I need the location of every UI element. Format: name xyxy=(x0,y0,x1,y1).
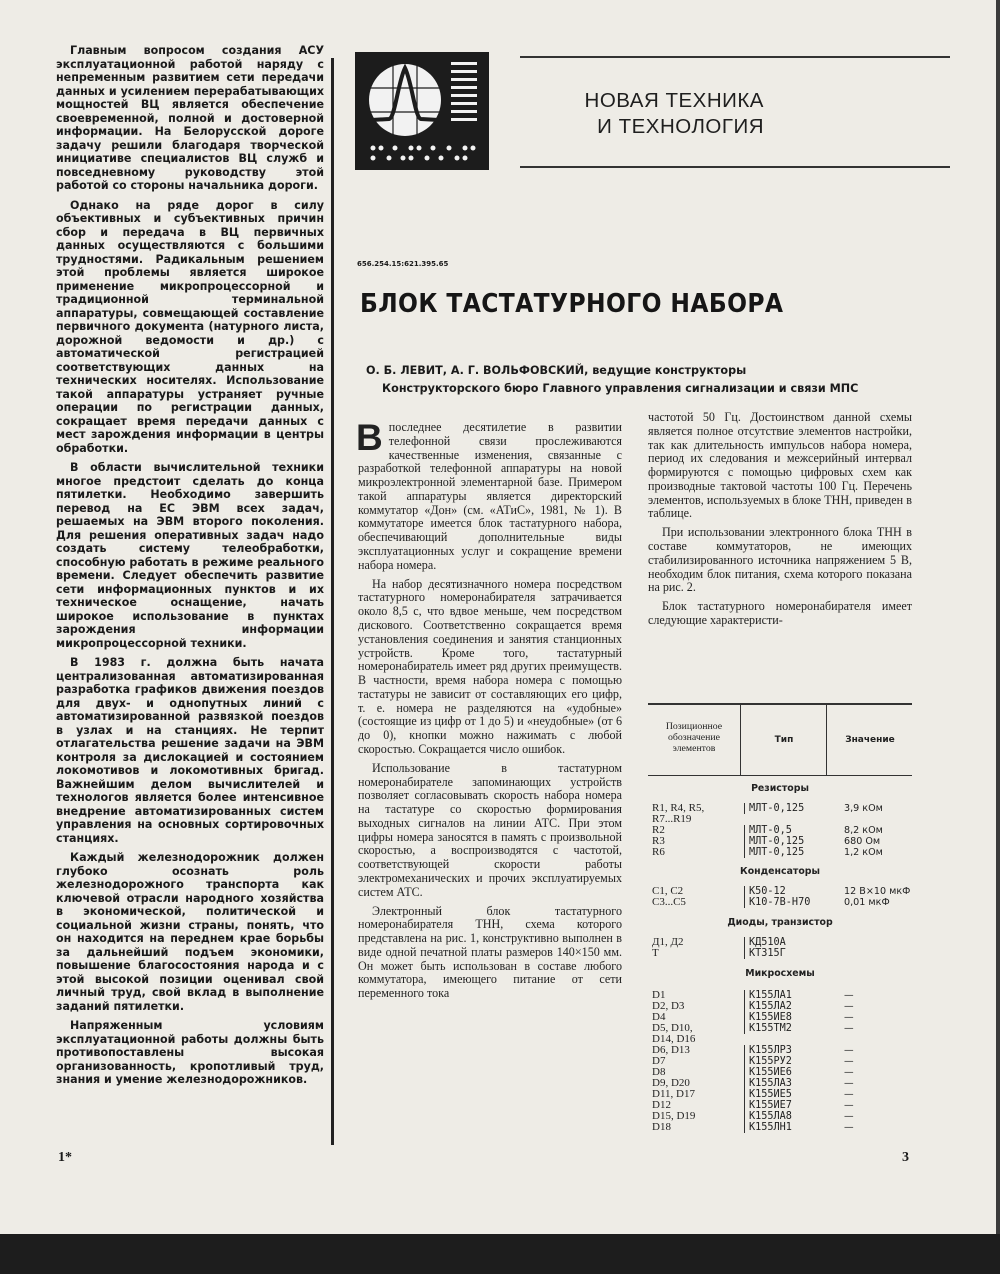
table-cell-type: К10-7В-Н70 xyxy=(744,897,810,908)
table-cell-position: R3 xyxy=(652,835,665,847)
table-row xyxy=(648,937,912,948)
page-number: 3 xyxy=(902,1150,909,1165)
table-cell-type: МЛТ-0,125 xyxy=(744,847,804,858)
table-cell-position: Т xyxy=(652,947,659,959)
body-paragraph-5: частотой 50 Гц. Достоинством данной схемы является полное отсутствие элементов настройки, так как длительность импульсов набора номера, период их следования и межсерийный интервал формируются с помощью цифровых схем как производные тактовой частоты 100 Гц. Перечень элементов, используемых в блоке ТНН, приведен в таблице. xyxy=(648,410,912,521)
left-paragraph-5: Каждый железнодорожник должен глубоко осознать роль железнодорожного транспорта как ключевой отрасли народного хозяйства в экономической, политической и социальной жизни страны, понять, что он находится на переднем крае борьбы за дальнейший подъем экономики, повышение благосостояния народа и с этой высокой позиции оценивал свой личный труд, свой вклад в выполнение заданий пятилетки. xyxy=(56,851,324,1013)
body-paragraph-7: Блок тастатурного номеронабирателя имеет следующие характеристи- xyxy=(648,599,912,627)
table-group-heading: Конденсаторы xyxy=(740,866,820,877)
table-cell-value: 680 Ом xyxy=(844,836,881,847)
table-row xyxy=(648,836,912,847)
header-top-rule xyxy=(520,56,950,58)
table-cell-type: К155ЛА8 xyxy=(744,1111,792,1122)
table-cell-position: D15, D19 xyxy=(652,1110,696,1122)
body-paragraph-3: Использование в тастатурном номеронабирателе запоминающих устройств позволяет согласовывать скорость набора номера на тастатуре со скоростью формирования выходных сигналов на линии АТС. При этом цифры номера заносятся в память с произвольной скоростью, а воспроизводятся с частотой, соответствующей скорости работы электромеханических и прочих эксплуатируемых систем АТС. xyxy=(358,760,622,899)
table-cell-type: К50-12 xyxy=(744,886,786,897)
table-cell-position: C1, C2 xyxy=(652,885,684,897)
table-cell-type: МЛТ-0,125 xyxy=(744,803,804,814)
table-group-heading: Диоды, транзистор xyxy=(727,917,833,928)
table-row xyxy=(648,1122,912,1133)
table-cell-value: — xyxy=(844,1067,854,1078)
table-cell-position: D14, D16 xyxy=(652,1033,696,1045)
table-row xyxy=(648,948,912,959)
table-row xyxy=(648,897,912,908)
header-bottom-rule xyxy=(520,166,950,168)
table-cell-value: — xyxy=(844,1012,854,1023)
table-header-divider-2 xyxy=(826,705,827,775)
table-cell-type: МЛТ-0,5 xyxy=(744,825,792,836)
header-position: Позиционное обозначение элементов xyxy=(665,721,723,754)
table-cell-value: — xyxy=(844,990,854,1001)
table-cell-value: — xyxy=(844,1023,854,1034)
table-cell-value: — xyxy=(844,1100,854,1111)
table-cell-value: — xyxy=(844,1078,854,1089)
table-cell-position: R2 xyxy=(652,824,665,836)
table-cell-position: C3...C5 xyxy=(652,896,686,908)
table-cell-type: К155ЛН1 xyxy=(744,1122,792,1133)
section-title xyxy=(540,88,764,140)
header-value: Значение xyxy=(845,735,895,745)
table-row xyxy=(648,1045,912,1056)
body-paragraph-1-text: последнее десятилетие в развитии телефонной связи прослеживаются качественные изменения, связанные с разработкой телефонной аппаратуры на новой микроэлектронной элементарной базе. Примером такой аппаратуры является директорский коммутатор «Дон» (см. «АТиС», 1981, № 1). В коммутаторе имеется блок тастатурного набора, обеспечивающий дополнительные виды эксплуатационных услуг и сокращение времени набора номера. xyxy=(358,420,622,572)
left-paragraph-6: Напряженным условиям эксплуатационной работы должны быть противопоставлены высокая организованность, кропотливый труд, знания и умение железнодорожников. xyxy=(56,1019,324,1086)
table-cell-value: 8,2 кОм xyxy=(844,825,883,836)
table-group-heading: Резисторы xyxy=(751,783,809,794)
table-row xyxy=(648,847,912,858)
body-paragraph-6: При использовании электронного блока ТНН в составе коммутаторов, не имеющих стабилизированного источника напряжением 5 В, необходим блок питания, схема которого показана на рис. 2. xyxy=(648,525,912,595)
signature-mark: 1* xyxy=(58,1150,72,1165)
table-cell-type: К155ЛА1 xyxy=(744,990,792,1001)
table-header xyxy=(648,721,912,777)
table-row xyxy=(648,886,912,897)
left-paragraph-1: Главным вопросом создания АСУ эксплуатационной работой наряду с непременным развитием сети передачи данных и усилением перерабатывающих мощностей ВЦ является обеспечение своевременной, полной и достоверной информации. На Белорусской дороге задачу решили благодаря творческой инициативе специалистов ВЦ служб и повседневному руководству этой работой со стороны начальника дороги. xyxy=(56,44,324,192)
table-row xyxy=(648,1089,912,1100)
table-cell-position: D8 xyxy=(652,1066,666,1078)
body-paragraph-4: Электронный блок тастатурного номеронабирателя ТНН, схема которого представлена на рис. 1, конструктивно выполнен в виде одной печатной платы размеров 140×150 мм. Он может быть использован в составе любого коммутатора, имеющего питание от сети переменного тока xyxy=(358,903,622,1001)
article-authors xyxy=(366,362,880,398)
author-names: О. Б. ЛЕВИТ, А. Г. ВОЛЬФОВСКИЙ, ведущие конструкторы xyxy=(366,364,747,377)
left-paragraph-4: В 1983 г. должна быть начата централизованная автоматизированная разработка графиков движения поездов для двух- и однопутных линий с автоматизированной развязкой поездов в узлах и на станциях. Не терпит отлагательства решение задачи на ЭВМ контроля за дислокацией и состоянием локомотивов и локомотивных бригад. Важнейшим делом вычислителей и технологов является более интенсивное внедрение автоматизированных систем управления на основных сортировочных станциях. xyxy=(56,656,324,845)
table-cell-position: D1 xyxy=(652,989,666,1001)
oscilloscope-pulse-icon xyxy=(355,52,489,170)
table-cell-type: К155ИЕ8 xyxy=(744,1012,792,1023)
table-header-rule xyxy=(648,775,912,776)
table-cell-position: D2, D3 xyxy=(652,1000,685,1012)
table-cell-position: Д1, Д2 xyxy=(652,936,684,948)
table-cell-type: К155ИЕ5 xyxy=(744,1089,792,1100)
table-cell-type: К155ИЕ7 xyxy=(744,1100,792,1111)
table-cell-position: D7 xyxy=(652,1055,666,1067)
table-cell-position: D18 xyxy=(652,1121,671,1133)
scan-bottom-band xyxy=(0,1234,1000,1274)
table-cell-type: К155ТМ2 xyxy=(744,1023,792,1034)
table-cell-type: К155РУ2 xyxy=(744,1056,792,1067)
table-cell-type: МЛТ-0,125 xyxy=(744,836,804,847)
table-cell-type: КТ315Г xyxy=(744,948,786,959)
table-cell-position: D12 xyxy=(652,1099,671,1111)
table-cell-type: К155ИЕ6 xyxy=(744,1067,792,1078)
article-title: БЛОК ТАСТАТУРНОГО НАБОРА xyxy=(360,289,784,319)
table-cell-position: D4 xyxy=(652,1011,666,1023)
table-cell-value: — xyxy=(844,1001,854,1012)
drop-cap: В xyxy=(356,417,383,458)
table-cell-position: R1, R4, R5, xyxy=(652,802,705,814)
header-type: Тип xyxy=(774,735,794,745)
table-cell-value: 3,9 кОм xyxy=(844,803,883,814)
table-cell-type: КД510А xyxy=(744,937,786,948)
table-row xyxy=(648,1056,912,1067)
body-paragraph-1 xyxy=(356,417,622,573)
table-cell-position: R7...R19 xyxy=(652,813,692,825)
body-column-1 xyxy=(356,417,622,1006)
table-cell-value: — xyxy=(844,1089,854,1100)
left-paragraph-3: В области вычислительной техники многое предстоит сделать до конца пятилетки. Необходимо завершить перевод на ЕС ЭВМ всех задач, решаемых на ЭВМ второго поколения. Для решения оперативных задач надо создать систему телеобработки, способную работать в режиме реального времени. Следует обеспечить развитие сети информационных пунктов и их техническое оснащение, начать широкое использование в пунктах зарождения информации микропроцессорной техники. xyxy=(56,461,324,650)
table-header-divider-1 xyxy=(740,705,741,775)
table-cell-type: К155ЛР3 xyxy=(744,1045,792,1056)
table-cell-position: R6 xyxy=(652,846,665,858)
table-cell-position: D5, D10, xyxy=(652,1022,693,1034)
table-cell-position: D11, D17 xyxy=(652,1088,695,1100)
left-paragraph-2: Однако на ряде дорог в силу объективных и субъективных причин сбор и передача в ВЦ первичных данных осуществляются с большими трудностями. Радикальным решением этой проблемы является широкое применение микропроцессорной и традиционной терминальной аппаратуры, совмещающей составление первичного документа (натурного листа, дорожной ведомости и др.) с автоматической регистрацией соответствующих данных на технических носителях. Использование такой аппаратуры устраняет ручные операции по регистрации данных, сокращает время передачи данных с мест зарождения информации в центры обработки. xyxy=(56,198,324,455)
table-cell-value: — xyxy=(844,1122,854,1133)
table-row xyxy=(648,1111,912,1122)
table-group-heading: Микросхемы xyxy=(745,968,815,979)
table-cell-value: — xyxy=(844,1111,854,1122)
table-cell-value: 0,01 мкФ xyxy=(844,897,890,908)
left-column-text xyxy=(56,44,324,1093)
body-paragraph-2: На набор десятизначного номера посредством тастатурного номеронабирателя затрачивается около 8,5 с, что вдвое меньше, чем посредством дискового. Соответственно сокращается время установления соединения и занятия станционных устройств. Кроме того, тастатурный номеронабиратель имеет ряд других преимуществ. В частности, время набора номера с помощью тастатуры не зависит от составляющих его цифр, т. е. номера не разделяются на «удобные» (состоящие из цифр от 1 до 5) и «неудобные» (от 6 до 0), кнопки можно нажимать с любой скоростью. Сокращается число ошибок. xyxy=(358,576,622,756)
table-cell-position: D6, D13 xyxy=(652,1044,690,1056)
table-top-rule xyxy=(648,703,912,705)
body-column-2 xyxy=(648,411,912,633)
author-organization: Конструкторского бюро Главного управления сигнализации и связи МПС xyxy=(382,382,859,395)
table-cell-type: К155ЛА2 xyxy=(744,1001,792,1012)
udk-code: 656.254.15:621.395.65 xyxy=(357,260,449,268)
table-cell-value: — xyxy=(844,1045,854,1056)
table-cell-value: — xyxy=(844,1056,854,1067)
table-cell-value: 1,2 кОм xyxy=(844,847,883,858)
table-cell-value: 12 В×10 мкФ xyxy=(844,886,911,897)
table-cell-position: D9, D20 xyxy=(652,1077,690,1089)
section-title-line-2: И ТЕХНОЛОГИЯ xyxy=(597,115,764,138)
page-edge-shadow xyxy=(996,0,1000,1234)
table-row xyxy=(648,814,912,825)
section-title-line-1: НОВАЯ ТЕХНИКА xyxy=(584,89,764,112)
table-row xyxy=(648,825,912,836)
table-row xyxy=(648,990,912,1001)
table-row xyxy=(648,1001,912,1012)
table-cell-type: К155ЛА3 xyxy=(744,1078,792,1089)
column-divider xyxy=(331,58,334,1145)
